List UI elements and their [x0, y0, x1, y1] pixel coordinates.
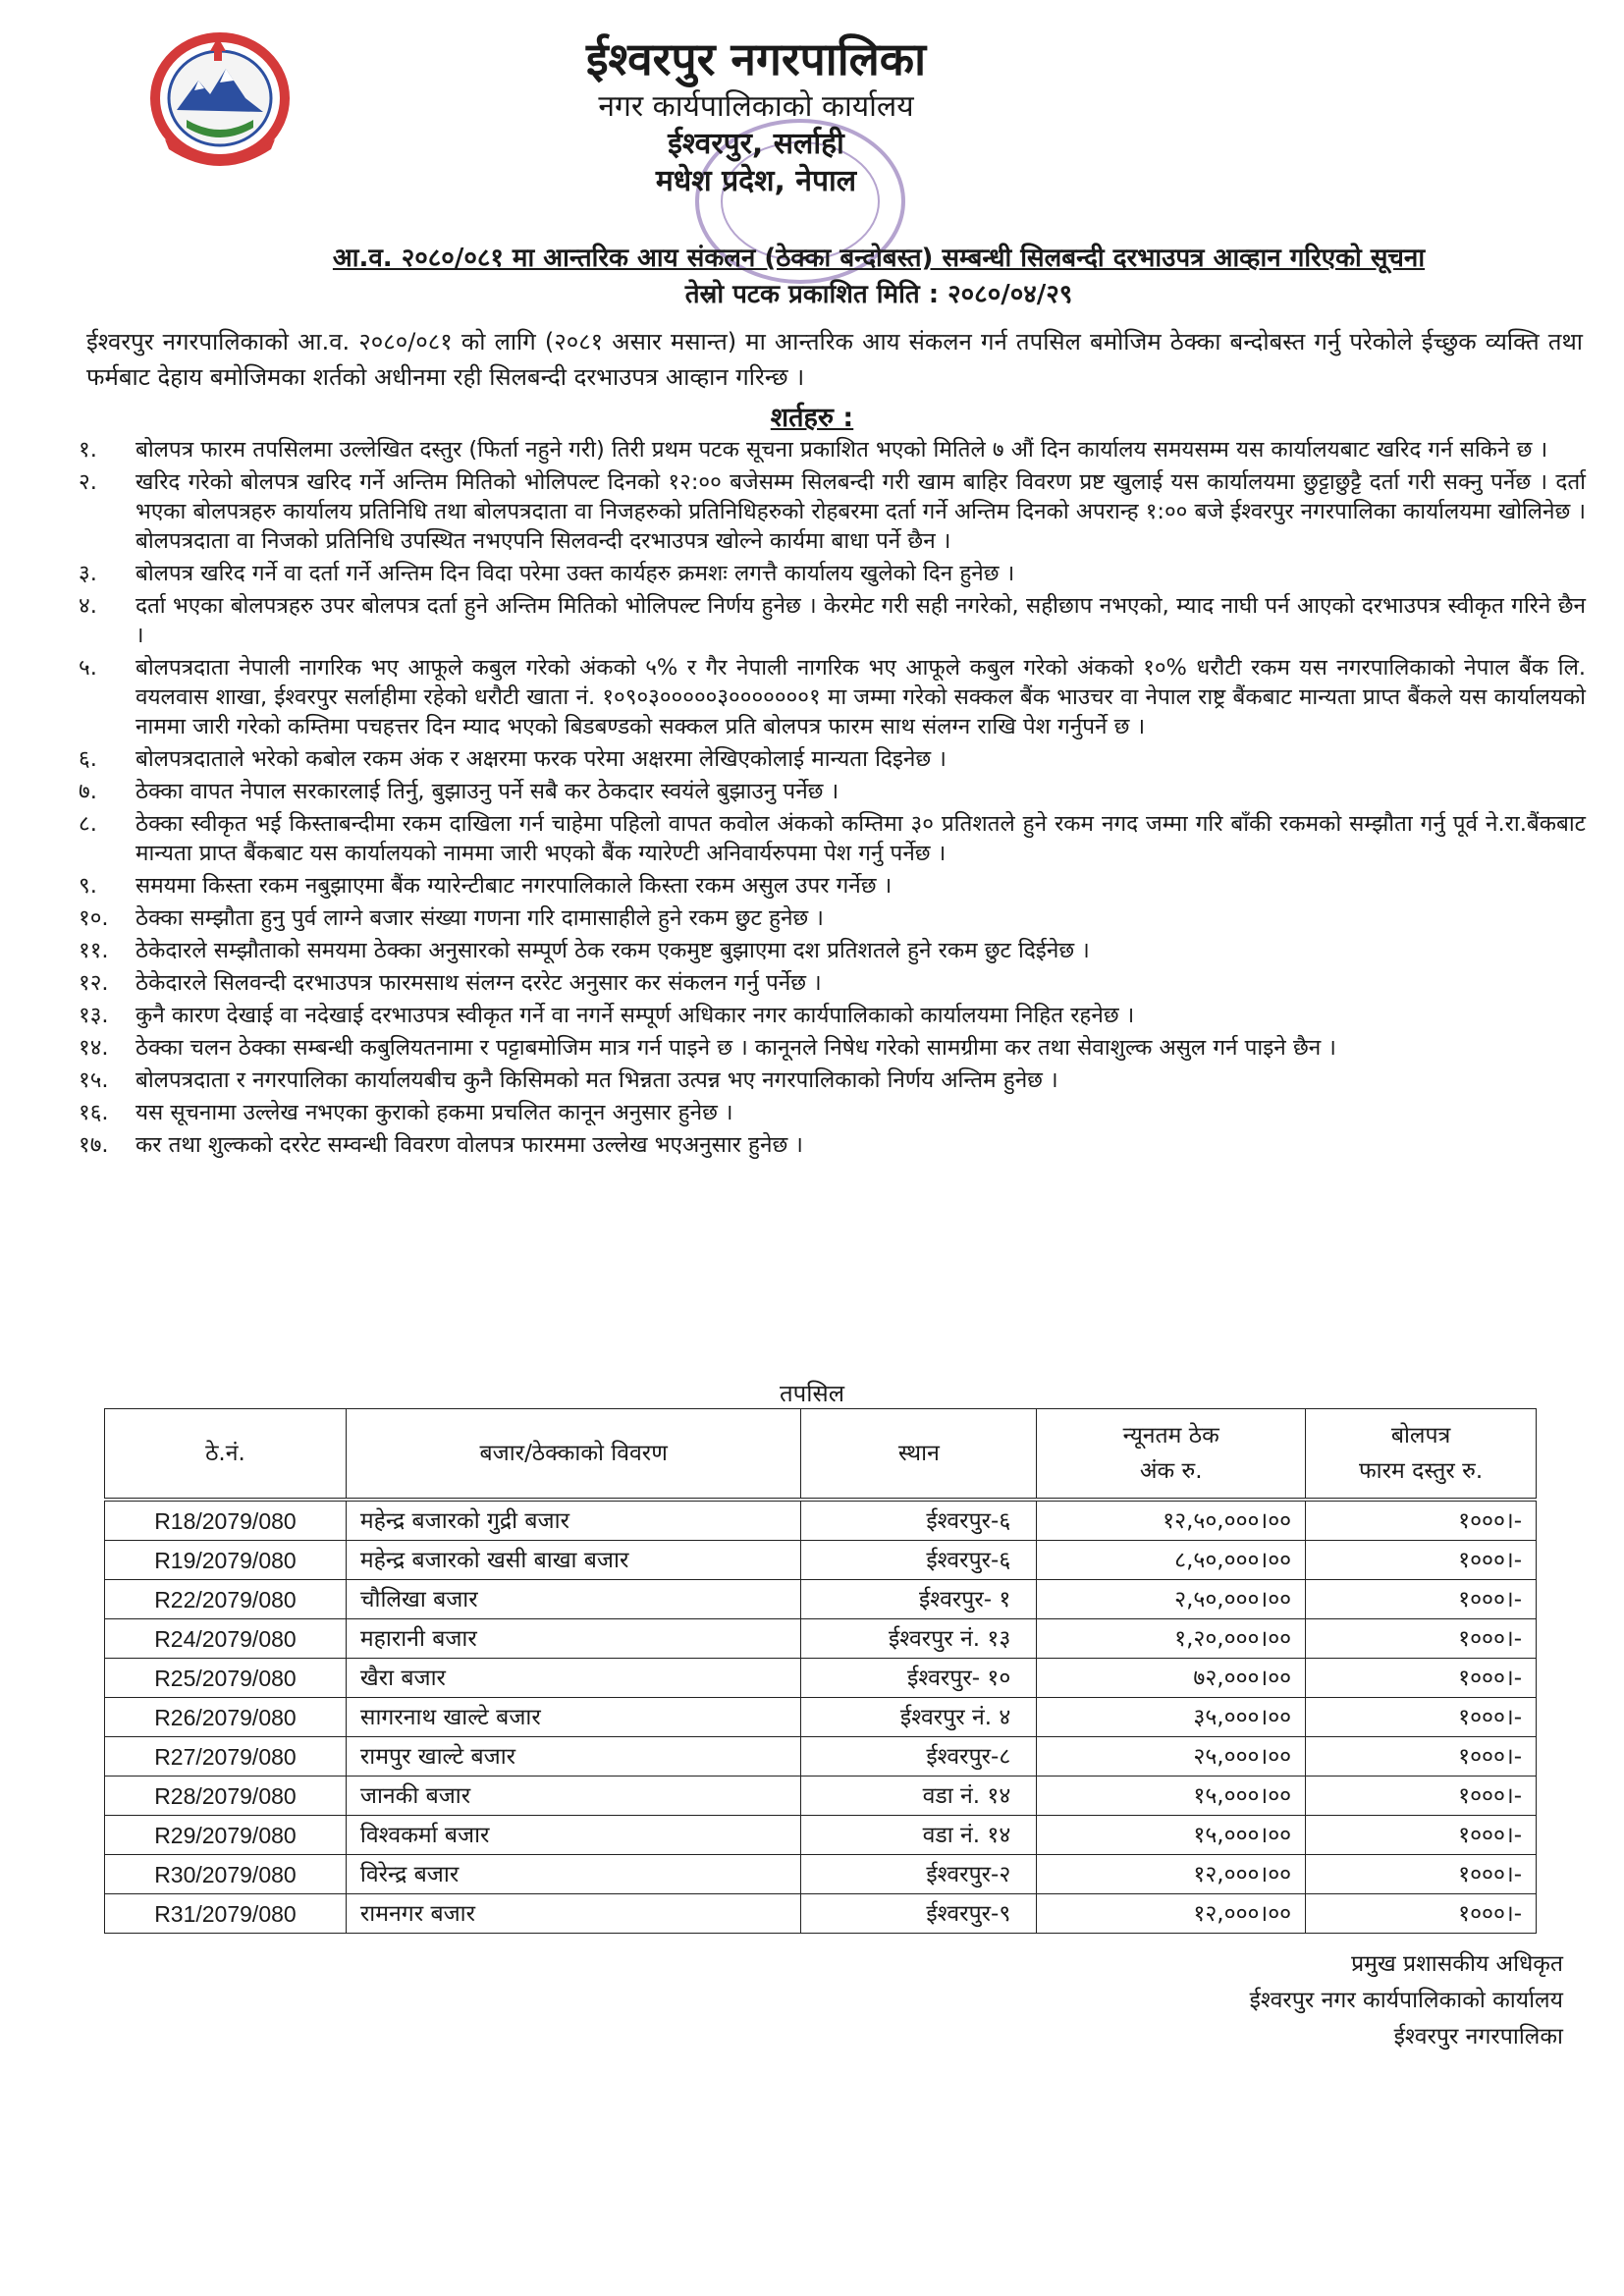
schedule-table — [104, 1408, 1537, 1934]
condition-item: १७. कर तथा शुल्कको दररेट सम्वन्धी विवरण वोलपत्र फारममा उल्लेख भएअनुसार हुनेछ । — [79, 1132, 803, 1158]
table-row: R25/2079/080 खैरा बजार ईश्वरपुर- १० ७२,०००।०० १०००।- — [105, 1659, 1537, 1698]
conditions-list — [69, 435, 1586, 1163]
condition-item: १५. बोलपत्रदाता र नगरपालिका कार्यालयबीच कुनै किसिमको मत भिन्नता उत्पन्न भए नगरपालिकाको निर्णय अन्तिम हुनेछ । — [79, 1067, 1058, 1093]
table-row: R27/2079/080 रामपुर खाल्टे बजार ईश्वरपुर-८ २५,०००।०० १०००।- — [105, 1737, 1537, 1777]
condition-item: १६. यस सूचनामा उल्लेख नभएका कुराको हकमा प्रचलित कानून अनुसार हुनेछ । — [79, 1100, 733, 1125]
condition-item: २. खरिद गरेको बोलपत्र खरिद गर्ने अन्तिम मितिको भोलिपल्ट दिनको १२:०० बजेसम्म सिलबन्दी गरी खाम बाहिर विवरण प्रष्ट खुलाई यस कार्यालयमा छुट्टाछुट्टै दर्ता गरी सक्नु पर्नेछ । दर्ता भएका बोलपत्रहरु कार्यालय प्रतिनिधि तथा बोलपत्रदाता वा निजहरुको प्रतिनिधिहरुको रोहबरमा दर्ता गर्ने अन्तिम दिनको अपरान्ह १:०० बजे ईश्वरपुर नगरपालिका कार्यालयमा खोलिनेछ । बोलपत्रदाता वा निजको प्रतिनिधि उपस्थित नभएपनि सिलवन्दी दरभाउपत्र खोल्ने कार्यमा बाधा पर्ने छैन । — [79, 469, 1586, 554]
table-row: R24/2079/080 महारानी बजार ईश्वरपुर नं. १३ १,२०,०००।०० १०००।- — [105, 1619, 1537, 1659]
condition-item: १२. ठेकेदारले सिलवन्दी दरभाउपत्र फारमसाथ संलग्न दररेट अनुसार कर संकलन गर्नु पर्नेछ । — [79, 970, 822, 996]
condition-item: ८. ठेक्का स्वीकृत भई किस्ताबन्दीमा रकम दाखिला गर्न चाहेमा पहिलो वापत कवोल अंकको कम्तिमा ३० प्रतिशतले हुने रकम नगद जम्मा गरि बाँकी रकमको सम्झौता गर्नु पूर्व ने.रा.बैंकबाट मान्यता प्राप्त बैंकबाट यस कार्यालयको नाममा जारी भएको बैंक ग्यारेण्टी अनिवार्यरुपमा पेश गर्नु पर्नेछ । — [79, 811, 1586, 866]
office-province: मधेश प्रदेश, नेपाल — [655, 164, 857, 198]
signatory-title: प्रमुख प्रशासकीय अधिकृत — [1351, 1951, 1563, 1977]
condition-item: ३. बोलपत्र खरिद गर्ने वा दर्ता गर्ने अन्तिम दिन विदा परेमा उक्त कार्यहरु क्रमशः लगत्तै कार्यालय खुलेको दिन हुनेछ । — [79, 561, 1015, 586]
condition-item: ९. समयमा किस्ता रकम नबुझाएमा बैंक ग्यारेन्टीबाट नगरपालिकाले किस्ता रकम असुल उपर गर्नेछ । — [79, 873, 893, 899]
condition-item: १४. ठेक्का चलन ठेक्का सम्बन्धी कबुलियतनामा र पट्टाबमोजिम मात्र गर्न पाइने छ । कानूनले निषेध गरेको सामग्रीमा कर तथा सेवाशुल्क असुल गर्न पाइने छैन । — [79, 1035, 1336, 1061]
col-header-form-fee: बोलपत्र फारम दस्तुर रु. — [1306, 1409, 1537, 1501]
office-name: ईश्वरपुर नगरपालिका — [585, 32, 927, 85]
condition-item: ५. बोलपत्रदाता नेपाली नागरिक भए आफूले कबुल गरेको अंकको ५% र गैर नेपाली नागरिक भए आफूले कबुल गरेको अंकको १०% धरौटी रकम यस नगरपालिकाको नेपाल बैंक लि. वयलवास शाखा, ईश्वरपुर सर्लाहीमा रहेको धरौटी खाता नं. १०९०३०००००३०००००००१ मा जम्मा गरेको सक्कल बैंक भाउचर वा नेपाल राष्ट्र बैंकबाट मान्यता प्राप्त बैंकले यस कार्यालयको नाममा जारी गरेको कम्तिमा पचहत्तर दिन म्याद भएको बिडबण्डको सक्कल प्रति बोलपत्र फारम साथ संलग्न राखि पेश गर्नुपर्ने छ । — [79, 655, 1586, 739]
office-address: ईश्वरपुर, सर्लाही — [668, 127, 844, 161]
nepal-emblem-logo — [147, 29, 293, 167]
table-row: R30/2079/080 विरेन्द्र बजार ईश्वरपुर-२ १२,०००।०० १०००।- — [105, 1855, 1537, 1894]
schedule-label: तपसिल — [779, 1380, 845, 1407]
table-row: R19/2079/080 महेन्द्र बजारको खसी बाखा बजार ईश्वरपुर-६ ८,५०,०००।०० १०००।- — [105, 1541, 1537, 1580]
condition-item: ७. ठेक्का वापत नेपाल सरकारलाई तिर्नु, बुझाउनु पर्ने सबै कर ठेकदार स्वयंले बुझाउनु पर्नेछ । — [79, 779, 839, 804]
table-row: R28/2079/080 जानकी बजार वडा नं. १४ १५,०००।०० १०००।- — [105, 1777, 1537, 1816]
condition-item: १. बोलपत्र फारम तपसिलमा उल्लेखित दस्तुर (फिर्ता नहुने गरी) तिरी प्रथम पटक सूचना प्रकाशित भएको मितिले ७ औं दिन कार्यालय समयसम्म यस कार्यालयबाट खरिद गर्न सकिने छ । — [79, 437, 1548, 463]
conditions-heading: शर्तहरु : — [770, 403, 854, 433]
publish-date-line: तेस्रो पटक प्रकाशित मिति : २०८०/०४/२९ — [684, 280, 1073, 309]
condition-item: १०. ठेक्का सम्झौता हुनु पुर्व लाग्ने बजार संख्या गणना गरि दामासाहीले हुने रकम छुट हुनेछ । — [79, 905, 824, 931]
condition-item: ६. बोलपत्रदाताले भरेको कबोल रकम अंक र अक्षरमा फरक परेमा अक्षरमा लेखिएकोलाई मान्यता दिइनेछ । — [79, 746, 947, 772]
table-row: R29/2079/080 विश्वकर्मा बजार वडा नं. १४ १५,०००।०० १०००।- — [105, 1816, 1537, 1855]
col-header-description: बजार/ठेक्काको विवरण — [346, 1409, 801, 1501]
notice-title: आ.व. २०८०/०८१ मा आन्तरिक आय संकलन (ठेक्का बन्दोबस्त) सम्बन्धी सिलबन्दी दरभाउपत्र आव्हान गरिएको सूचना — [332, 244, 1426, 273]
signatory-municipality: ईश्वरपुर नगरपालिका — [1393, 2024, 1563, 2050]
table-row: R22/2079/080 चौलिखा बजार ईश्वरपुर- १ २,५०,०००।०० १०००।- — [105, 1580, 1537, 1619]
col-header-place: स्थान — [801, 1409, 1037, 1501]
signature-block — [1250, 1946, 1563, 2055]
office-header — [550, 29, 962, 200]
signatory-office: ईश्वरपुर नगर कार्यपालिकाको कार्यालय — [1249, 1988, 1563, 2013]
intro-paragraph: ईश्वरपुर नगरपालिकाको आ.व. २०८०/०८१ को लागि (२०८१ असार मसान्त) मा आन्तरिक आय संकलन गर्न तपसिल बमोजिम ठेक्का बन्दोबस्त गर्नु परेकोले ईच्छुक व्यक्ति तथा फर्मबाट देहाय बमोजिमका शर्तको अधीनमा रही सिलबन्दी दरभाउपत्र आव्हान गरिन्छ । — [86, 328, 1583, 391]
office-subtitle: नगर कार्यपालिकाको कार्यालय — [598, 89, 914, 124]
col-header-no: ठे.नं. — [105, 1409, 347, 1501]
condition-item: १३. कुनै कारण देखाई वा नदेखाई दरभाउपत्र स्वीकृत गर्ने वा नगर्ने सम्पूर्ण अधिकार नगर कार्यपालिकाको कार्यालयमा निहित रहनेछ । — [79, 1003, 1135, 1028]
col-header-min-amount: न्यूनतम ठेक अंक रु. — [1037, 1409, 1306, 1501]
table-row: R31/2079/080 रामनगर बजार ईश्वरपुर-९ १२,०००।०० १०००।- — [105, 1894, 1537, 1934]
table-row: R18/2079/080 महेन्द्र बजारको गुद्री बजार ईश्वरपुर-६ १२,५०,०००।०० १०००।- — [105, 1500, 1537, 1541]
table-header-row — [105, 1409, 1537, 1501]
condition-item: ४. दर्ता भएका बोलपत्रहरु उपर बोलपत्र दर्ता हुने अन्तिम मितिको भोलिपल्ट निर्णय हुनेछ । केरमेट गरी सही नगरेको, सहीछाप नभएको, म्याद नाघी पर्न आएको दरभाउपत्र स्वीकृत गरिने छैन । — [79, 593, 1586, 648]
condition-item: ११. ठेकेदारले सम्झौताको समयमा ठेक्का अनुसारको सम्पूर्ण ठेक रकम एकमुष्ट बुझाएमा दश प्रतिशतले हुने रकम छुट दिईनेछ । — [79, 938, 1090, 963]
table-row: R26/2079/080 सागरनाथ खाल्टे बजार ईश्वरपुर नं. ४ ३५,०००।०० १०००।- — [105, 1698, 1537, 1737]
